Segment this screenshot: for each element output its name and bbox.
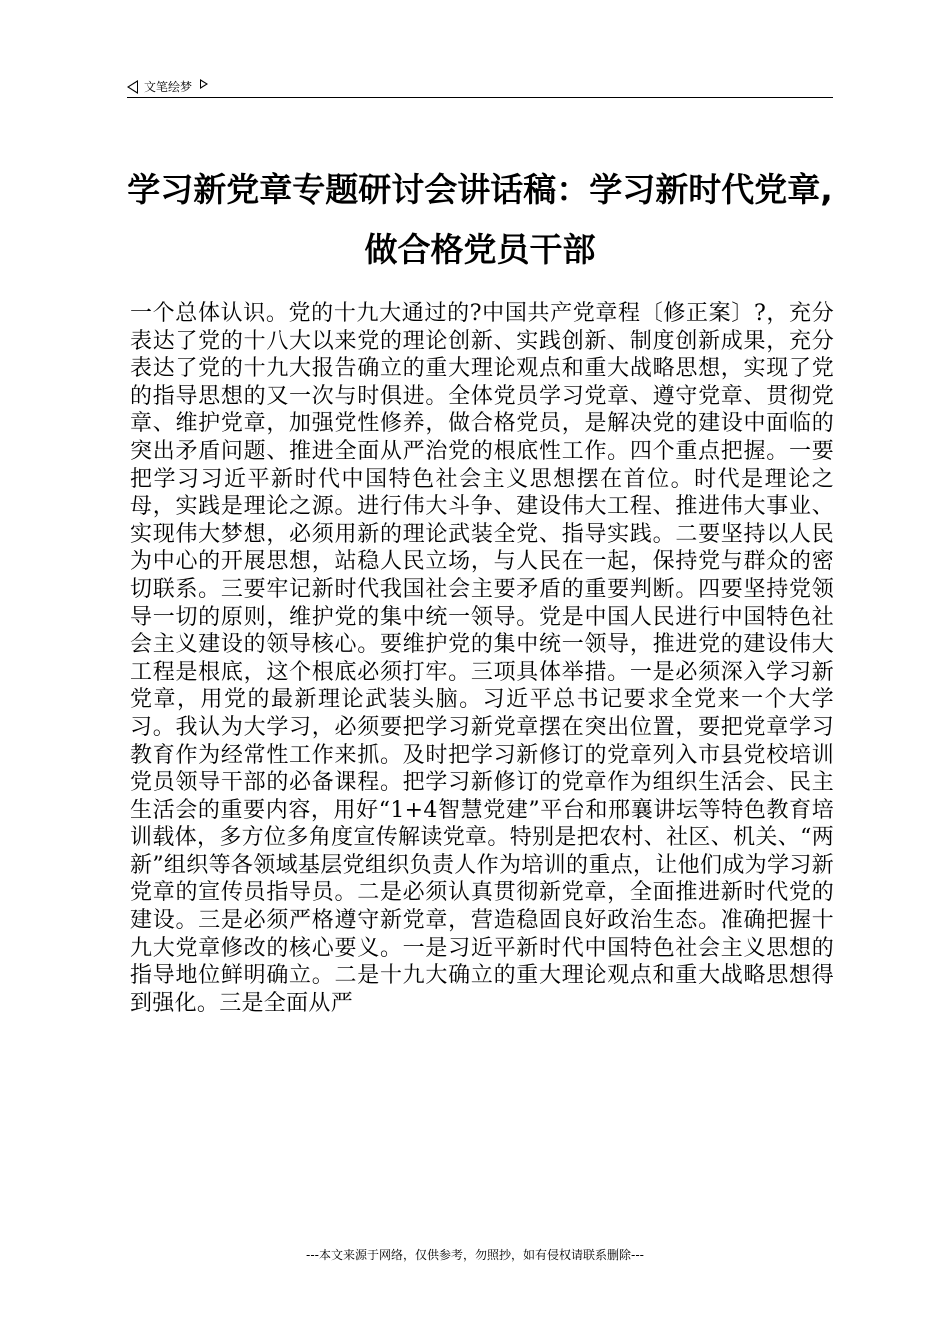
triangle-left-icon (127, 80, 138, 94)
document-body: 一个总体认识。党的十九大通过的?中国共产党章程〔修正案〕?，充分表达了党的十八大以来党的理论创新、实践创新、制度创新成果，充分表达了党的十九大报告确立的重大理论观点和重大战略思想，实现了党的指导思想的又一次与时俱进。全体党员学习党章、遵守党章、贯彻党章、维护党章，加强党性修养，做合格党员，是解决党的建设中面临的突出矛盾问题、推进全面从严治党的根底性工作。四个重点把握。一要把学习习近平新时代中国特色社会主义思想摆在首位。时代是理论之母，实践是理论之源。进行伟大斗争、建设伟大工程、推进伟大事业、实现伟大梦想，必须用新的理论武装全党、指导实践。二要坚持以人民为中心的开展思想，站稳人民立场，与人民在一起，保持党与群众的密切联系。三要牢记新时代我国社会主要矛盾的重要判断。四要坚持党领导一切的原则，维护党的集中统一领导。党是中国人民进行中国特色社会主义建设的领导核心。要维护党的集中统一领导，推进党的建设伟大工程是根底，这个根底必须打牢。三项具体举措。一是必须深入学习新党章，用党的最新理论武装头脑。习近平总书记要求全党来一个大学习。我认为大学习，必须要把学习新党章摆在突出位置，要把党章学习教育作为经常性工作来抓。及时把学习新修订的党章列入市县党校培训党员领导干部的必备课程。把学习新修订的党章作为组织生活会、民主生活会的重要内容，用好“1+4智慧党建”平台和邢襄讲坛等特色教育培训载体，多方位多角度宣传解读党章。特别是把农村、社区、机关、“两新”组织等各领域基层党组织负责人作为培训的重点，让他们成为学习新党章的宣传员指导员。二是必须认真贯彻新党章，全面推进新时代党的建设。三是必须严格遵守新党章，营造稳固良好政治生态。准确把握十九大党章修改的核心要义。一是习近平新时代中国特色社会主义思想的指导地位鲜明确立。二是十九大确立的重大理论观点和重大战略思想得到强化。三是全面从严 (130, 301, 834, 1016)
header-divider (127, 97, 833, 98)
footer-notice: ---本文来源于网络，仅供参考，勿照抄，如有侵权请联系删除--- (306, 1248, 644, 1262)
header-title: 文笔绘梦 (144, 80, 193, 94)
page-header (127, 76, 833, 98)
triangle-right-icon (200, 79, 208, 89)
document-title: 学习新党章专题研讨会讲话稿：学习新时代党章,做合格党员干部 (127, 170, 833, 269)
